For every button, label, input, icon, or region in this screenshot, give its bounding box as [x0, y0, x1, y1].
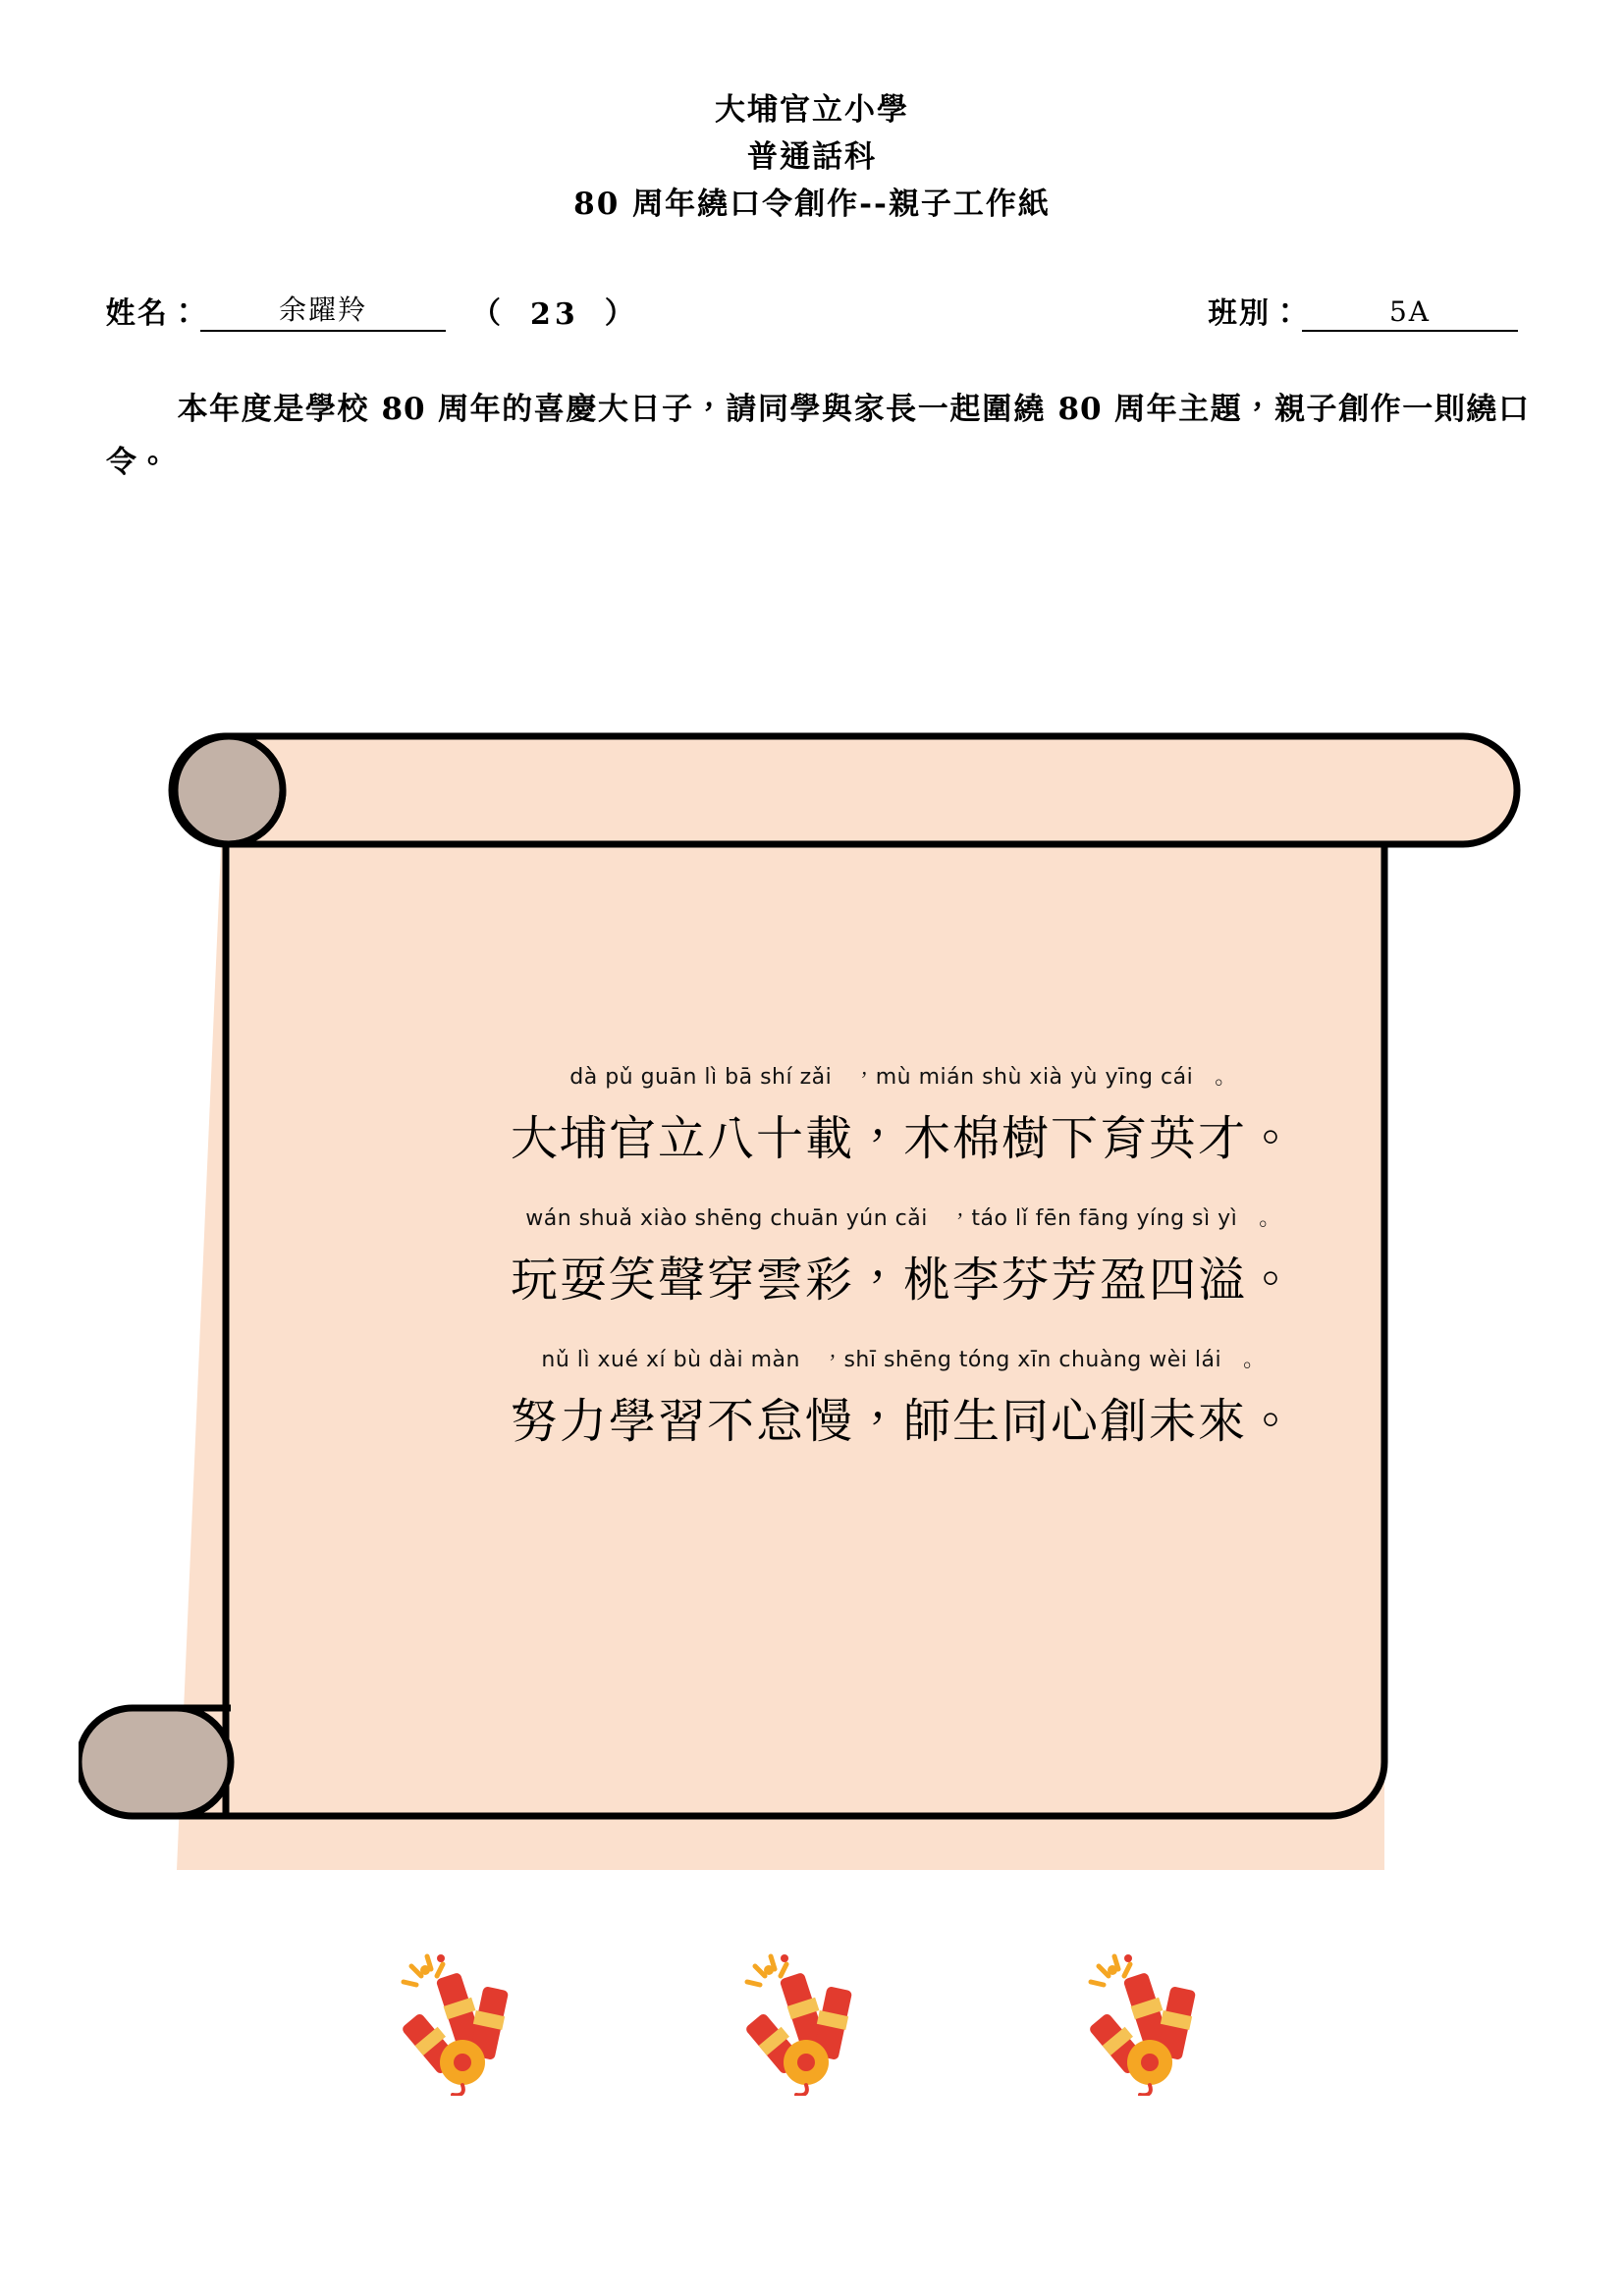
verse-1-pinyin: [373, 1060, 1434, 1091]
name-input[interactable]: 余躍羚: [200, 289, 446, 332]
verse-2-pinyin-period: 。: [1259, 1206, 1281, 1231]
class-input[interactable]: 5A: [1302, 295, 1518, 332]
verse-2-pinyin: [373, 1201, 1434, 1232]
firecracker-icon: [1077, 1949, 1234, 2096]
verse-2-pinyin-comma: ，: [948, 1206, 972, 1231]
firecracker-icon: [390, 1949, 547, 2096]
name-label: 姓名：: [106, 296, 200, 332]
page-header: [0, 0, 1624, 228]
instructions-paragraph: [0, 383, 1624, 490]
firecracker-icon: [733, 1949, 891, 2096]
verse-3-hanzi: 努力學習不怠慢，師生同心創未來。: [510, 1394, 1296, 1449]
verse-2-pinyin-a: wán shuǎ xiào shēng chuān yún cǎi: [525, 1206, 928, 1231]
verse-3: [373, 1343, 1434, 1451]
verse-2: [373, 1201, 1434, 1309]
verse-3-pinyin-b: shī shēng tóng xīn chuàng wèi lái: [843, 1348, 1222, 1372]
student-info-row: [0, 289, 1624, 332]
scroll-illustration: [79, 638, 1551, 1944]
student-number-value[interactable]: 23: [530, 297, 579, 333]
instructions-text: 本年度是學校 80 周年的喜慶大日子，請同學與家長一起圍繞 80 周年主題，親子創作一則繞口令。: [106, 392, 1530, 481]
class-label: 班別：: [1208, 296, 1302, 332]
tongue-twister-content: [373, 1060, 1434, 1451]
verse-2-hanzi: 玩耍笑聲穿雲彩，桃李芬芳盈四溢。: [510, 1253, 1296, 1308]
verse-1-pinyin-a: dà pǔ guān lì bā shí zǎi: [569, 1065, 833, 1090]
student-number-open: （: [471, 296, 505, 332]
verse-3-pinyin-comma: ，: [821, 1348, 844, 1372]
verse-1-pinyin-b: mù mián shù xià yù yīng cái: [875, 1065, 1194, 1090]
subject-name: 普通話科: [747, 139, 877, 176]
student-number-close: ）: [604, 296, 638, 332]
school-name: 大埔官立小學: [715, 92, 909, 128]
verse-2-pinyin-b: táo lǐ fēn fāng yíng sì yì: [971, 1206, 1238, 1231]
verse-1-pinyin-comma: ，: [853, 1065, 876, 1090]
verse-1-hanzi: 大埔官立八十載，木棉樹下育英才。: [510, 1111, 1296, 1166]
verse-3-pinyin: [373, 1343, 1434, 1373]
verse-3-pinyin-a: nǔ lì xué xí bù dài màn: [541, 1348, 800, 1372]
verse-1: [373, 1060, 1434, 1168]
verse-3-pinyin-period: 。: [1243, 1348, 1266, 1372]
firecracker-row: [0, 1949, 1624, 2096]
worksheet-title: 80 周年繞口令創作--親子工作紙: [573, 187, 1051, 223]
verse-1-pinyin-period: 。: [1215, 1065, 1237, 1090]
